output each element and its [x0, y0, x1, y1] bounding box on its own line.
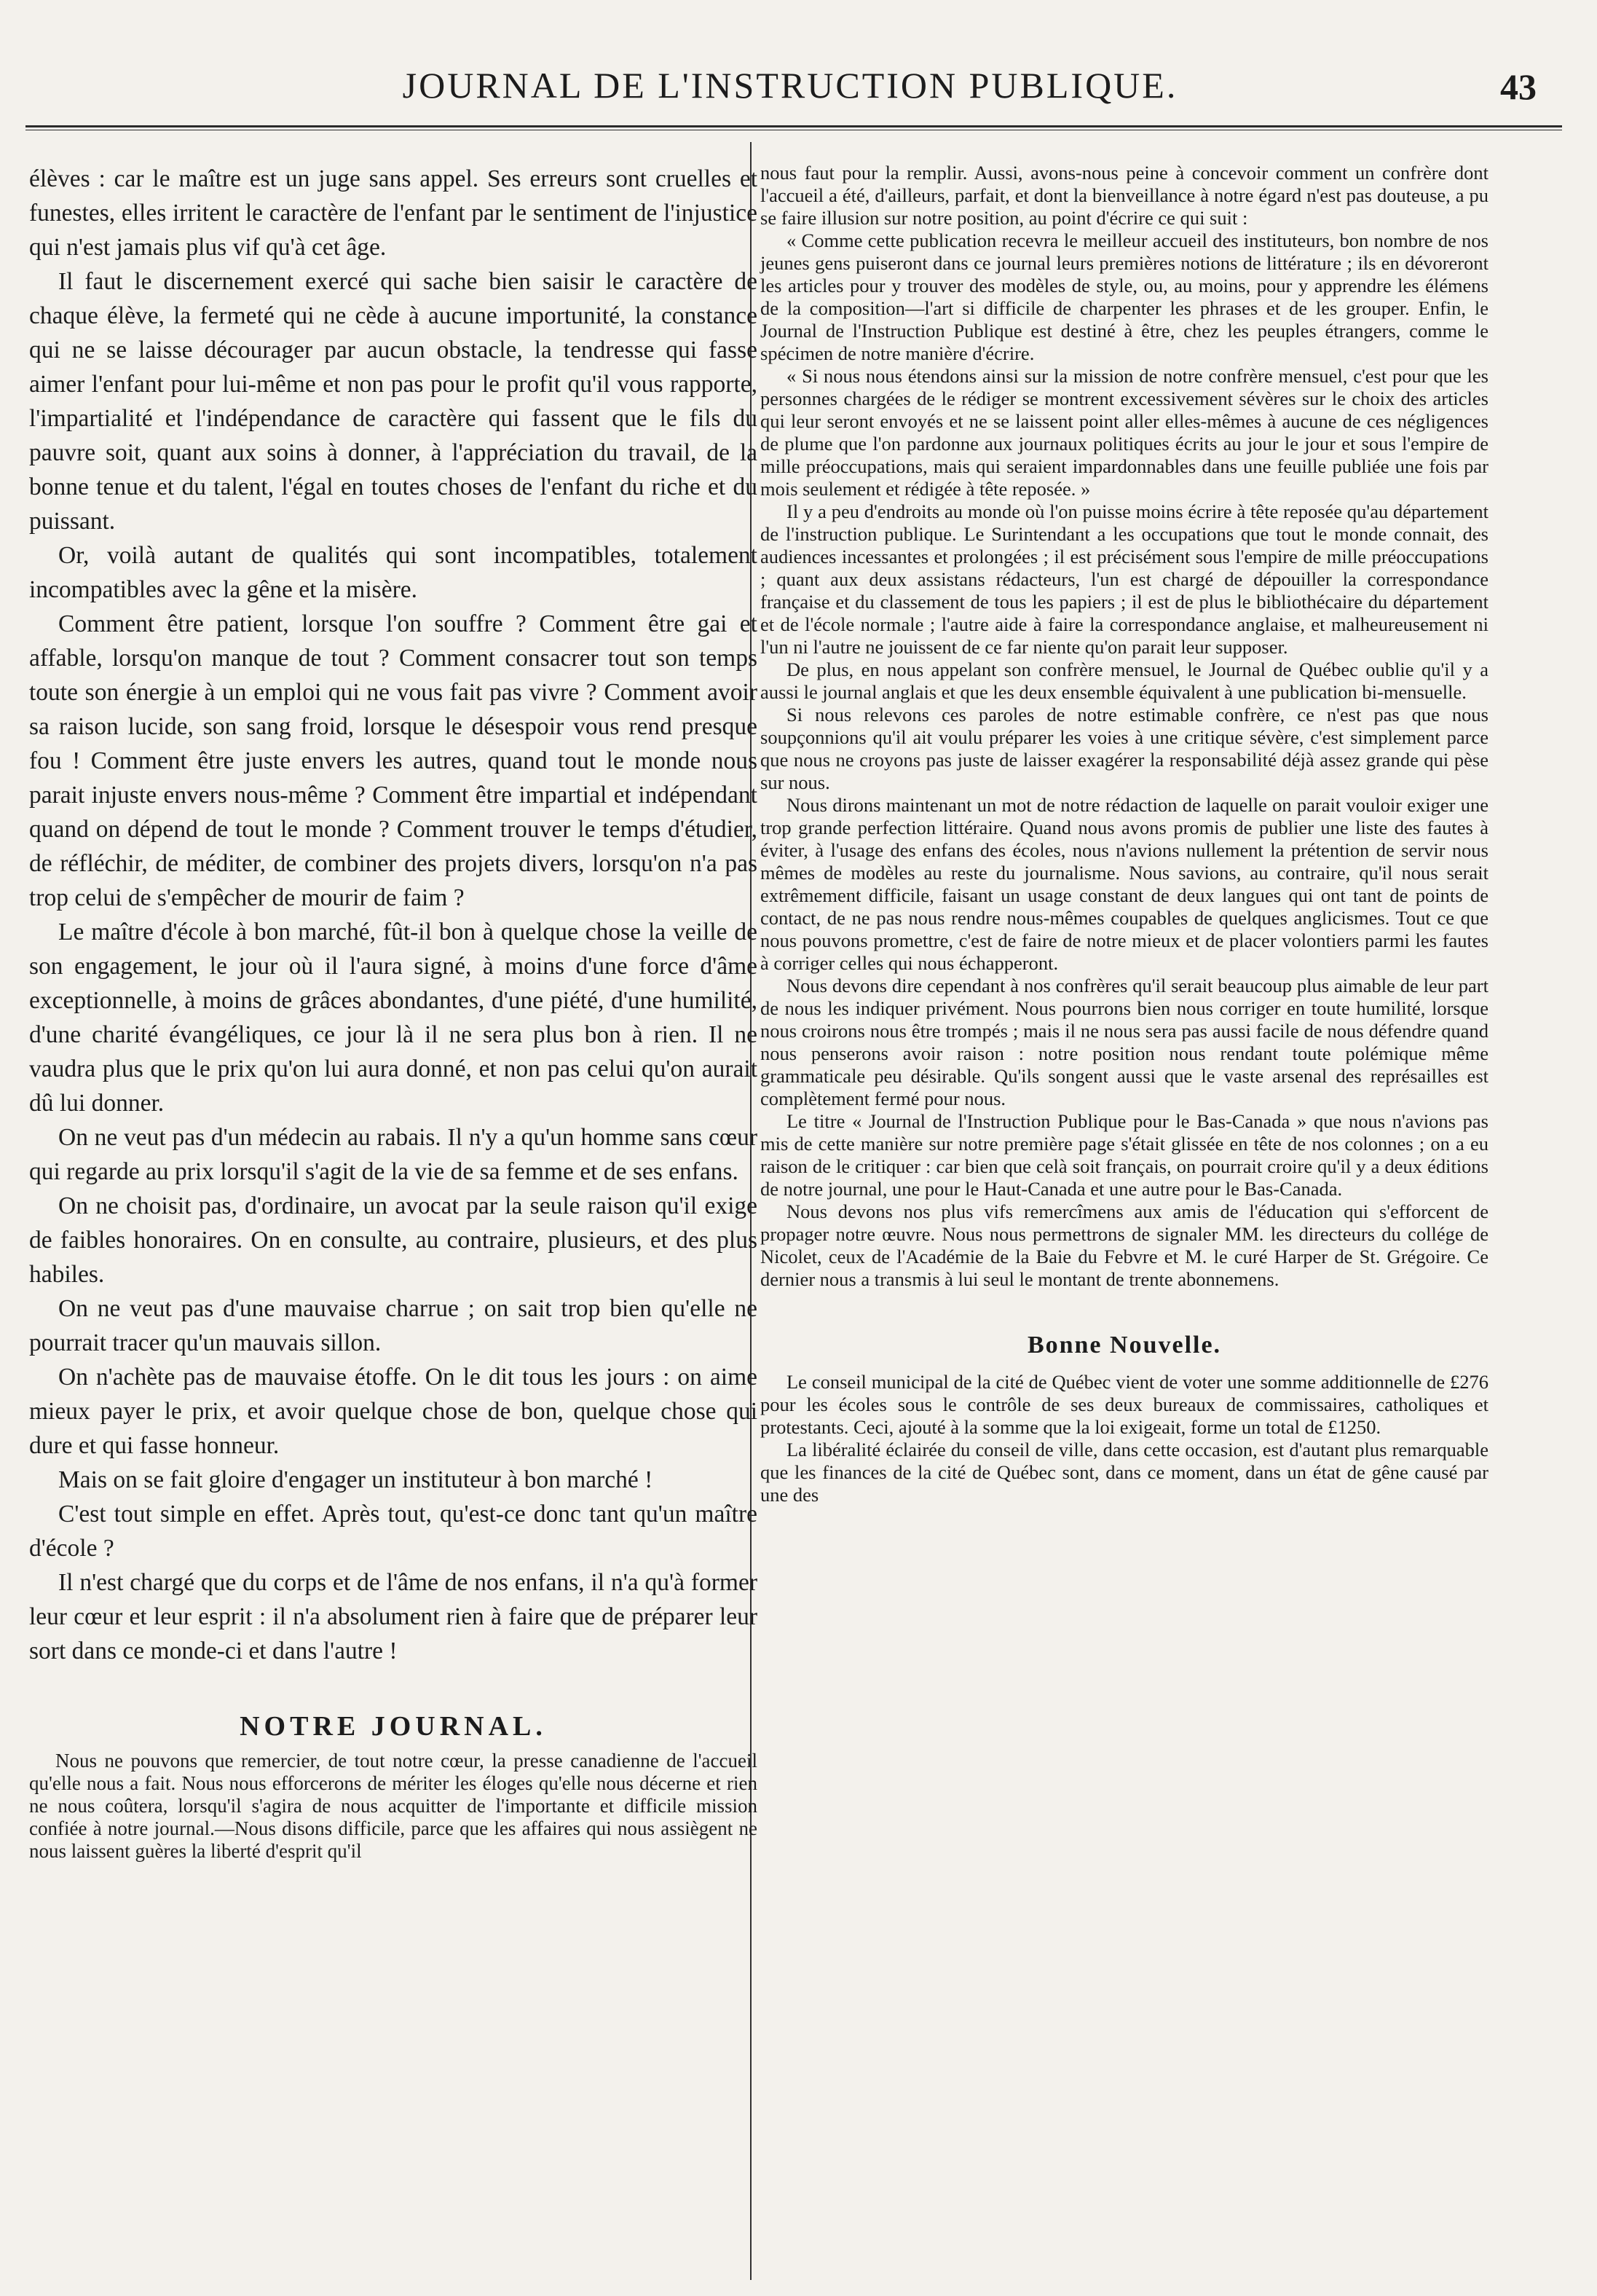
- paragraph: Or, voilà autant de qualités qui sont incompatibles, totalement incompatibles avec la gêne et la misère.: [29, 542, 757, 603]
- running-head: [44, 64, 1537, 115]
- paragraph: Le titre « Journal de l'Instruction Publique pour le Bas-Canada » que nous n'avions pas mis de cette manière sur notre première page s'était glissée en tête de nos colonnes ; on a eu raison de le critiquer : car bien que celà soit français, on pourrait croire qu'il y a deux éditions de notre journal, une pour le Haut-Canada et une autre pour le Bas-Canada.: [760, 1110, 1488, 1200]
- paragraph: De plus, en nous appelant son confrère mensuel, le Journal de Québec oublie qu'il y a aussi le journal anglais et que les deux ensemble équivalent à une publication bi-mensuelle.: [760, 658, 1488, 703]
- left-column: [29, 162, 757, 1863]
- paragraph: Nous devons dire cependant à nos confrères qu'il serait beaucoup plus aimable de leur part de nous les indiquer privément. Nous pourrons bien nous corriger en toute humilité, lorsque nous croirons nous être trompés ; mais il ne nous sera pas aussi facile de nous défendre quand nous penserons avoir raison : notre position nous rendant toute polémique même grammaticale peu désirable. Qu'ils songent aussi que le vaste arsenal des représailles est complètement fermé pour nous.: [760, 975, 1488, 1109]
- paragraph: nous faut pour la remplir. Aussi, avons-nous peine à concevoir comment un confrère dont l'accueil a été, d'ailleurs, parfait, et dont la bienveillance à notre égard n'est pas douteuse, a pu se faire illusion sur notre position, au point d'écrire ce qui suit :: [760, 162, 1488, 229]
- quoted-paragraph: « Comme cette publication recevra le meilleur accueil des instituteurs, bon nombre de nos jeunes gens puiseront dans ce journal leurs premières notions de littérature ; ils en dévoreront les articles pour y trouver des modèles de style, ou, au moins, pour y apprendre les élémens de la composition—l'art si difficile de charpenter les phrases et de les grouper. Enfin, le Journal de l'Instruction Publique est destiné à être, chez les peuples étrangers, comme le spécimen de notre manière d'écrire.: [760, 229, 1488, 364]
- journal-title: JOURNAL DE L'INSTRUCTION PUBLIQUE.: [402, 65, 1178, 106]
- paragraph: La libéralité éclairée du conseil de ville, dans cette occasion, est d'autant plus remarquable que les finances de la cité de Québec sont, dans ce moment, dans un état de gêne causé par une des: [760, 1439, 1488, 1506]
- right-column: [760, 162, 1488, 1506]
- paragraph: Nous ne pouvons que remercier, de tout notre cœur, la presse canadienne de l'accueil qu'elle nous a fait. Nous nous efforcerons de mériter les éloges qu'elle nous décerne et rien ne nous coûtera, lorsqu'il s'agira de nous acquitter de l'importante et difficile mission confiée à notre journal.—Nous disons difficile, parce que les affaires qui nous assiègent ne nous laissent guères la liberté d'esprit qu'il: [29, 1750, 757, 1862]
- paragraph: Si nous relevons ces paroles de notre estimable confrère, ce n'est pas que nous soupçonnions qu'il ait voulu préparer les voies à une critique sévère, c'est simplement parce que nous ne croyons pas juste de laisser exagérer la responsabilité déjà assez grande qui pèse sur nous.: [760, 704, 1488, 793]
- left-article: [29, 162, 757, 1668]
- paragraph: Comment être patient, lorsque l'on souffre ? Comment être gai et affable, lorsqu'on manque de tout ? Comment consacrer tout son temps toute son énergie à un emploi qui ne vous fait pas vivre ? Comment avoir sa raison lucide, son sang froid, lorsque le désespoir vous rend presque fou ! Comment être juste envers les autres, quand tout le monde nous parait injuste envers nous-même ? Comment être impartial et indépendant quand on dépend de tout le monde ? Comment trouver le temps d'étudier, de réfléchir, de méditer, de combiner des projets divers, lorsqu'on n'a pas trop celui de s'empêcher de mourir de faim ?: [29, 610, 757, 911]
- paragraph: Il n'est chargé que du corps et de l'âme de nos enfans, il n'a qu'à former leur cœur et leur esprit : il n'a absolument rien à faire que de préparer leur sort dans ce monde-ci et dans l'autre !: [29, 1569, 757, 1664]
- quoted-paragraph: « Si nous nous étendons ainsi sur la mission de notre confrère mensuel, c'est pour que les personnes chargées de le rédiger se montrent excessivement sévères sur le choix des articles qui leur seront envoyés et ne se laissent point aller elles-mêmes à aucune de ces négligences de plume que l'on pardonne aux journaux politiques écrits au jour le jour et sous l'empire de mille préoccupations, mais qui seraient impardonnables dans une feuille publiée une fois par mois seulement et rédigée à tête reposée. »: [760, 365, 1488, 500]
- paragraph: On ne veut pas d'un médecin au rabais. Il n'y a qu'un homme sans cœur qui regarde au prix lorsqu'il s'agit de la vie de sa femme et de ses enfans.: [29, 1124, 757, 1185]
- paragraph: Nous dirons maintenant un mot de notre rédaction de laquelle on parait vouloir exiger une trop grande perfection littéraire. Quand nous avons promis de publier une liste des fautes à éviter, à l'usage des enfans des écoles, nous n'avions nullement la prétention de servir nous mêmes de modèles au reste du journalisme. Nous savions, au contraire, qu'il nous serait extrêmement difficile, faisant un usage constant de deux langues qui ont tant de points de contact, de ne pas nous rendre nous-mêmes coupables de quelques anglicismes. Tout ce que nous pouvons promettre, c'est de faire de notre mieux et de placer volontiers parmi les fautes à corriger celles qui nous échapperont.: [760, 794, 1488, 974]
- section-heading-notre-journal: NOTRE JOURNAL.: [240, 1711, 547, 1742]
- paragraph: Mais on se fait gloire d'engager un instituteur à bon marché !: [58, 1466, 653, 1493]
- paragraph: On n'achète pas de mauvaise étoffe. On le dit tous les jours : on aime mieux payer le prix, et avoir quelque chose de bon, quelque chose qui dure et qui fasse honneur.: [29, 1364, 757, 1459]
- notre-journal-article: [29, 1750, 757, 1863]
- paragraph: Il y a peu d'endroits au monde où l'on puisse moins écrire à tête reposée qu'au département de l'instruction publique. Le Surintendant a les occupations que tout le monde connait, des audiences incessantes et prolongées ; il est précisément sous l'empire de mille préoccupations ; quant aux deux assistans rédacteurs, l'un est chargé de dépouiller la correspondance française et du classement de tous les papiers ; il est de plus le bibliothécaire du département et de l'école normale ; l'autre aide à faire la correspondance anglaise, et malheureusement ni l'un ni l'autre ne jouissent de ce far niente qu'on parait leur supposer.: [760, 500, 1488, 658]
- section-heading-bonne-nouvelle: Bonne Nouvelle.: [1027, 1332, 1222, 1359]
- paragraph: On ne veut pas d'une mauvaise charrue ; on sait trop bien qu'elle ne pourrait tracer qu'un mauvais sillon.: [29, 1295, 757, 1356]
- paragraph: Le conseil municipal de la cité de Québec vient de voter une somme additionnelle de £276 pour les écoles sous le contrôle de ses deux bureaux de commissaires, catholiques et protestants. Ceci, ajouté à la somme que la loi exigeait, forme un total de £1250.: [760, 1371, 1488, 1438]
- paragraph: Nous devons nos plus vifs remercîmens aux amis de l'éducation qui s'efforcent de propager notre œuvre. Nous nous permettrons de signaler MM. les directeurs du collége de Nicolet, ceux de l'Académie de la Baie du Febvre et M. le curé Harper de St. Grégoire. Ce dernier nous a transmis à lui seul le montant de trente abonnemens.: [760, 1200, 1488, 1290]
- page-number: 43: [1500, 66, 1537, 107]
- paragraph: élèves : car le maître est un juge sans appel. Ses erreurs sont cruelles et funestes, elles irritent le caractère de l'enfant par le sentiment de l'injustice qui n'est jamais plus vif qu'à cet âge.: [29, 165, 757, 261]
- header-rule: [25, 125, 1562, 130]
- paragraph: On ne choisit pas, d'ordinaire, un avocat par la seule raison qu'il exige de faibles honoraires. On en consulte, au contraire, plusieurs, et des plus habiles.: [29, 1192, 757, 1288]
- paragraph: Il faut le discernement exercé qui sache bien saisir le caractère de chaque élève, la fermeté qui ne cède à aucune importunité, la constance qui ne se laisse décourager par aucun obstacle, la tendresse qui fasse aimer l'enfant pour lui-même et non pas pour le profit qu'il vous rapporte, l'impartialité et l'indépendance de caractère qui fassent que le fils du pauvre soit, quant aux soins à donner, à l'appréciation du travail, de la bonne tenue et du talent, l'égal en toutes choses de l'enfant du riche et du puissant.: [29, 268, 757, 535]
- paragraph: Le maître d'école à bon marché, fût-il bon à quelque chose la veille de son engagement, le jour où il l'aura signé, à moins d'une force d'âme exceptionnelle, à moins de grâces abondantes, d'une piété, d'une humilité, d'une charité évangéliques, ce jour là il ne sera plus bon à rien. Il ne vaudra plus que le prix qu'on lui aura donné, et non pas celui qu'on aurait dû lui donner.: [29, 919, 757, 1117]
- paragraph: C'est tout simple en effet. Après tout, qu'est-ce donc tant qu'un maître d'école ?: [29, 1501, 757, 1562]
